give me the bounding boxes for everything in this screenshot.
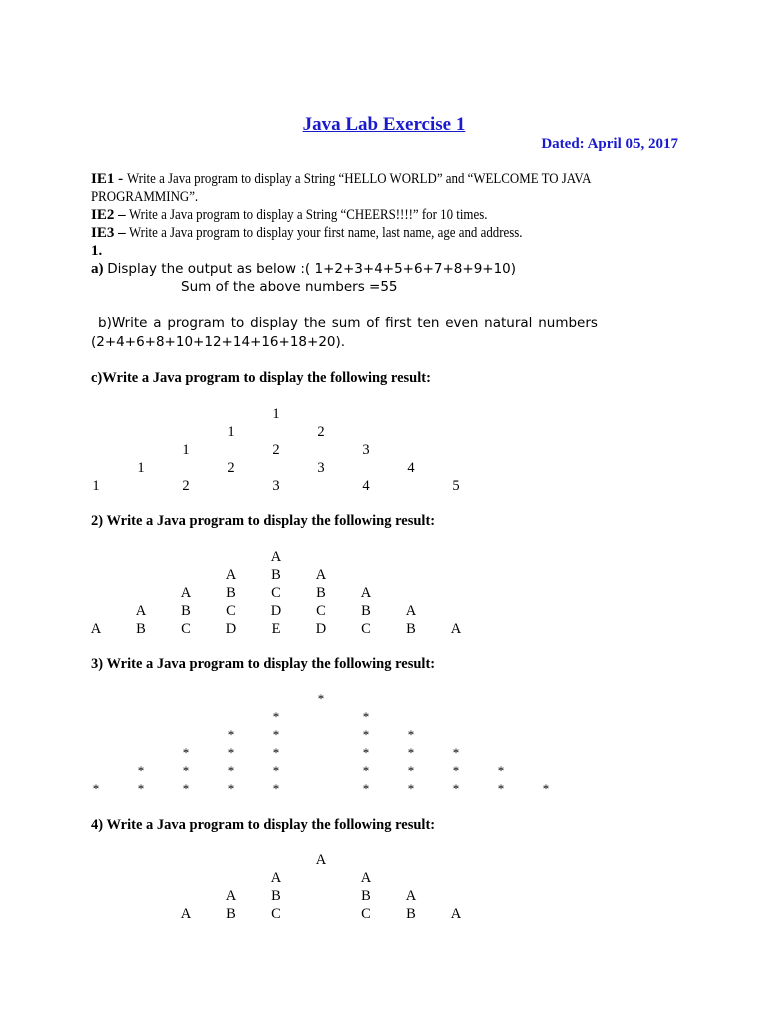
qc-number: 3: [317, 460, 325, 476]
q2-letter: C: [181, 621, 191, 637]
qc-number: 2: [227, 460, 235, 476]
q3-star: *: [227, 781, 235, 796]
q2-heading: 2) Write a Java program to display the following result:: [91, 513, 436, 529]
q2-letter: A: [225, 567, 237, 583]
ie3-text: Write a Java program to display your first name, last name, age and address.: [129, 225, 523, 241]
ie3-line: [91, 226, 587, 241]
q2-letter: A: [90, 621, 102, 637]
q3-star: *: [407, 763, 415, 778]
ie3-label: IE3 –: [91, 225, 126, 241]
q3-star: *: [452, 745, 460, 760]
q4-letter: B: [361, 888, 371, 904]
qc-number: 1: [272, 406, 280, 422]
section-number: 1.: [91, 243, 103, 259]
ie2-text: Write a Java program to display a String “CHEERS!!!!” for 10 times.: [129, 207, 488, 223]
q2-letter: C: [271, 585, 281, 601]
q2-letter: B: [316, 585, 326, 601]
q2-letter: A: [135, 603, 147, 619]
q2-letter: E: [271, 621, 281, 637]
q3-star: *: [92, 781, 100, 796]
q3-star: *: [407, 727, 415, 742]
q3-star: *: [362, 709, 370, 724]
q2-letter: B: [181, 603, 191, 619]
q4-heading: 4) Write a Java program to display the following result:: [91, 817, 436, 833]
qb-line-1: b)Write a program to display the sum of first ten even natural numbers: [98, 315, 598, 331]
qa-line: [91, 262, 516, 277]
q3-star: *: [497, 781, 505, 796]
q4-letter: B: [226, 906, 236, 922]
qc-number: 3: [362, 442, 370, 458]
q3-star: *: [272, 709, 280, 724]
q2-letter: D: [270, 603, 282, 619]
q2-letter: A: [450, 621, 462, 637]
q3-star: *: [362, 781, 370, 796]
q3-star: *: [362, 727, 370, 742]
ie1-label: IE1 -: [91, 171, 124, 187]
q3-star: *: [362, 763, 370, 778]
q3-star: *: [407, 781, 415, 796]
q4-letter: A: [180, 906, 192, 922]
qb-line-2: (2+4+6+8+10+12+14+16+18+20).: [91, 334, 346, 350]
q2-letter: C: [361, 621, 371, 637]
q2-letter: C: [316, 603, 326, 619]
q3-star: *: [137, 781, 145, 796]
qc-number: 2: [182, 478, 190, 494]
q2-letter: A: [405, 603, 417, 619]
qc-number: 2: [272, 442, 280, 458]
q3-star: *: [542, 781, 550, 796]
q3-star: *: [272, 727, 280, 742]
q4-letter: B: [271, 888, 281, 904]
q3-star: *: [272, 781, 280, 796]
q2-letter: B: [271, 567, 281, 583]
q2-letter: A: [270, 549, 282, 565]
q3-star: *: [182, 745, 190, 760]
ie2-label: IE2 –: [91, 207, 126, 223]
ie1-line-2: [91, 190, 216, 205]
q4-letter: C: [361, 906, 371, 922]
q4-letter: A: [270, 870, 282, 886]
qc-heading: c)Write a Java program to display the following result:: [91, 370, 431, 386]
ie1-line-1: [91, 172, 667, 187]
q3-star: *: [227, 745, 235, 760]
q3-star: *: [272, 745, 280, 760]
q2-letter: B: [136, 621, 146, 637]
qc-number: 1: [92, 478, 100, 494]
q2-letter: B: [361, 603, 371, 619]
q3-star: *: [362, 745, 370, 760]
qc-number: 1: [137, 460, 145, 476]
qa-text: Display the output as below :( 1+2+3+4+5+6+7+8+9+10): [107, 261, 517, 277]
q3-star: *: [137, 763, 145, 778]
page-title: Java Lab Exercise 1: [302, 114, 466, 135]
q2-letter: A: [360, 585, 372, 601]
q3-star: *: [227, 727, 235, 742]
q2-letter: A: [180, 585, 192, 601]
q4-letter: A: [405, 888, 417, 904]
qc-number: 1: [182, 442, 190, 458]
q4-letter: A: [315, 852, 327, 868]
ie1-text: Write a Java program to display a String “HELLO WORLD” and “WELCOME TO JAVA: [126, 171, 592, 187]
q3-star: *: [272, 763, 280, 778]
q4-letter: A: [360, 870, 372, 886]
q3-star: *: [452, 781, 460, 796]
q2-letter: C: [226, 603, 236, 619]
q4-letter: A: [450, 906, 462, 922]
date-line: Dated: April 05, 2017: [541, 136, 678, 152]
qc-number: 4: [362, 478, 370, 494]
q3-star: *: [452, 763, 460, 778]
q4-letter: A: [225, 888, 237, 904]
qc-number: 4: [407, 460, 415, 476]
q3-star: *: [182, 763, 190, 778]
q3-star: *: [227, 763, 235, 778]
q2-letter: A: [315, 567, 327, 583]
ie1-text-cont: PROGRAMMING”.: [91, 189, 199, 205]
q3-star: *: [497, 763, 505, 778]
qc-number: 5: [452, 478, 460, 494]
ie2-line: [91, 208, 546, 223]
qa-label: a): [91, 261, 104, 277]
q2-letter: D: [315, 621, 327, 637]
q3-star: *: [317, 691, 325, 706]
q4-letter: C: [271, 906, 281, 922]
q2-letter: D: [225, 621, 237, 637]
q3-star: *: [407, 745, 415, 760]
q2-letter: B: [406, 621, 416, 637]
qc-number: 2: [317, 424, 325, 440]
q2-letter: B: [226, 585, 236, 601]
qc-number: 3: [272, 478, 280, 494]
q3-star: *: [182, 781, 190, 796]
q3-heading: 3) Write a Java program to display the following result:: [91, 656, 436, 672]
qa-sum: Sum of the above numbers =55: [181, 279, 398, 295]
q4-letter: B: [406, 906, 416, 922]
qc-number: 1: [227, 424, 235, 440]
